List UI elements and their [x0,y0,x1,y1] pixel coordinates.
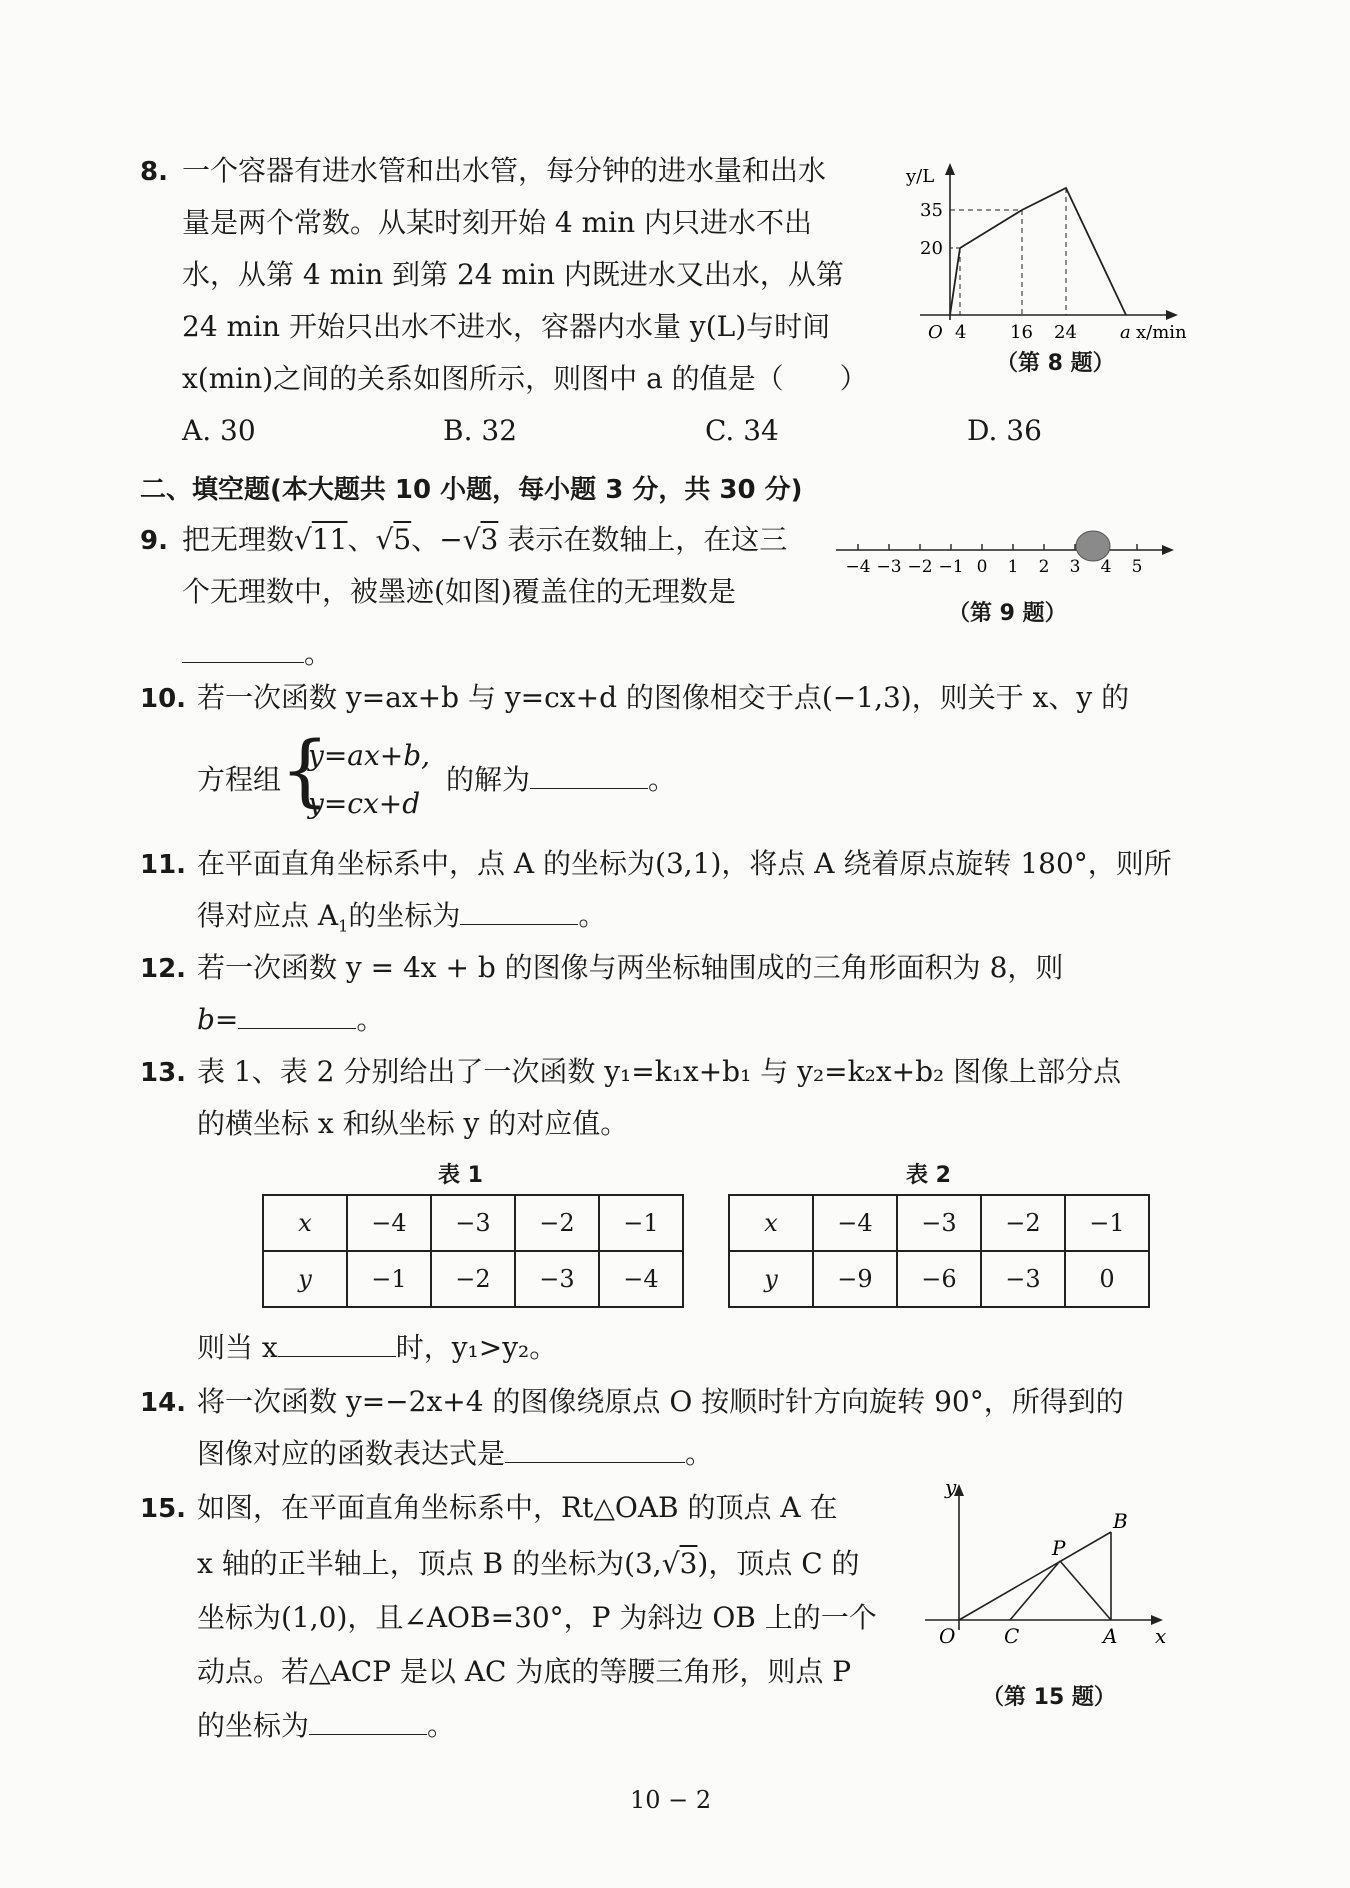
table-row [729,1251,1149,1307]
q8-xtick-16: 16 [1010,322,1033,343]
q15-radicand: 3 [679,1547,698,1580]
q8-xtick-24: 24 [1054,322,1077,343]
q8-origin: O [928,322,943,343]
number-line-label: 1 [1007,557,1019,577]
number-line-label: 3 [1069,557,1081,577]
q15-line-5 [197,1700,455,1752]
q14-number-wrap [140,1376,186,1429]
table-row [263,1195,683,1251]
q8-line-4: 24 min 开始只出水不进水，容器内水量 y(L)与时间 [182,310,831,343]
q15-line-4: 动点。若△ACP 是以 AC 为底的等腰三角形，则点 P [197,1655,852,1688]
q10-suffix-text: 的解为 [446,763,531,796]
q9-number-line [836,520,1176,580]
q15-caption: （第 15 题） [982,1685,1116,1710]
q15-label-x: x [1155,1624,1167,1648]
q13-after-text-a: 则当 x [197,1331,278,1364]
q8-ytick-20: 20 [920,238,943,259]
segment-PA [1060,1561,1111,1620]
segment-CP [1010,1561,1060,1620]
q14-answer-blank[interactable] [505,1436,685,1463]
q8-xtick-a: a [1120,322,1131,343]
q15-figure [915,1475,1175,1660]
q15-sqrt-3: √3 [661,1547,698,1580]
q9-line-2: 个无理数中，被墨迹(如图)覆盖住的无理数是 [182,575,736,608]
q8-block [140,145,168,198]
table-cell: −2 [515,1195,599,1251]
number-line-label: −3 [876,557,902,577]
q13-after-text-b: 时，y₁>y₂。 [395,1331,558,1364]
q12-number-wrap [140,942,186,995]
q15-text-5: 的坐标为 [197,1709,310,1742]
table-cell: −4 [813,1195,897,1251]
q13-line-1: 表 1、表 2 分别给出了一次函数 y₁=k₁x+b₁ 与 y₂=k₂x+b₂ 图像上部分点 [197,1055,1122,1088]
table-cell: y [729,1251,813,1307]
q8-x-arrow [1166,310,1178,320]
table-cell: −3 [431,1195,515,1251]
q9-text-a: 把无理数 [182,523,295,556]
table-cell: −1 [347,1251,431,1307]
q14-text: 图像对应的函数表达式是 [197,1437,506,1470]
q8-option-d: D. 36 [967,414,1042,447]
q12-line-1: 若一次函数 y = 4x + b 的图像与两坐标轴围成的三角形面积为 8，则 [197,951,1064,984]
q15-text-a: x 轴的正半轴上，顶点 B 的坐标为(3, [197,1547,662,1580]
q14-end: 。 [685,1437,714,1470]
q8-line-graph [950,188,1126,315]
number-line-label: 5 [1131,557,1143,577]
number-line-label: 4 [1100,557,1112,577]
q11-text-a: 得对应点 A [197,899,339,932]
q14-line-2 [197,1428,713,1480]
number-line-label: 0 [976,557,988,577]
q9-number-wrap [140,514,168,567]
q10-number: 10. [140,684,187,714]
q9-axis-arrow [1162,545,1174,555]
q15-end: 。 [427,1709,456,1742]
q8-option-b: B. 32 [443,414,518,447]
q15-label-C: C [1004,1624,1020,1648]
q11-number: 11. [140,850,187,880]
number-line-label: −4 [845,557,871,577]
q9-radicand-11: 11 [311,523,348,556]
q8-line-3: 水，从第 4 min 到第 24 min 内既进水又出水，从第 [182,258,844,291]
q9-radicand-5: 5 [393,523,412,556]
q15-label-y: y [945,1475,957,1499]
q13-number-wrap [140,1046,186,1099]
q9-answer-blank[interactable] [182,636,304,663]
table-cell: −3 [515,1251,599,1307]
q9-radicand-3: 3 [480,523,499,556]
q11-end: 。 [578,899,607,932]
number-line-label: −1 [938,557,964,577]
segment-OB [959,1532,1111,1620]
q15-text-b: )，顶点 C 的 [697,1547,860,1580]
q11-subscript: 1 [338,916,349,936]
q8-option-a: A. 30 [182,414,256,447]
q8-y-arrow [945,163,955,175]
q8-line-1: 一个容器有进水管和出水管，每分钟的进水量和出水 [182,154,827,187]
page-footer: 10 − 2 [630,1786,712,1814]
q15-label-A: A [1103,1624,1118,1648]
q15-line-1: 如图，在平面直角坐标系中，Rt△OAB 的顶点 A 在 [197,1491,838,1524]
q9-sep-1: 、 [347,523,376,556]
q12-answer-blank[interactable] [238,1002,356,1029]
table-cell: −1 [599,1195,683,1251]
q10-prefix: 方程组 [197,763,282,796]
q10-line-1: 若一次函数 y=ax+b 与 y=cx+d 的图像相交于点(−1,3)，则关于 x、y 的 [197,681,1130,714]
q14-number: 14. [140,1388,187,1418]
q13-line-2: 的横坐标 x 和纵坐标 y 的对应值。 [197,1107,629,1140]
q15-label-O: O [939,1624,956,1648]
q9-sep-2: 、− [411,523,463,556]
q13-after [197,1322,557,1374]
number-line-label: −2 [907,557,933,577]
q12-text: b= [197,1003,239,1036]
q11-answer-blank[interactable] [460,898,578,925]
q9-end: 。 [304,637,333,670]
table-1 [262,1194,684,1308]
q10-suffix [446,754,676,806]
q9-text-b: 表示在数轴上，在这三 [498,523,788,556]
q10-eq-1: y=ax+b, [308,739,431,772]
table-cell: −1 [1065,1195,1149,1251]
q8-option-c: C. 34 [705,414,779,447]
table-cell: −9 [813,1251,897,1307]
table-1-title: 表 1 [438,1163,483,1188]
q8-xlabel: x/min [1136,322,1187,343]
q15-line-2 [197,1538,860,1590]
section-2-heading: 二、填空题(本大题共 10 小题，每小题 3 分，共 30 分) [140,475,803,505]
q13-answer-blank[interactable] [278,1330,396,1357]
q9-caption: （第 9 题） [948,601,1067,626]
table-row [263,1251,683,1307]
table-cell: −4 [599,1251,683,1307]
q15-number-wrap [140,1482,186,1535]
q15-label-P: P [1052,1536,1066,1560]
table-cell: −2 [981,1195,1065,1251]
q10-brace: { [280,726,330,816]
table-cell: x [729,1195,813,1251]
q15-number: 15. [140,1494,187,1524]
table-row [729,1195,1149,1251]
table-cell: y [263,1251,347,1307]
q9-line-1 [182,514,787,566]
table-cell: −3 [897,1195,981,1251]
q8-caption: （第 8 题） [996,351,1115,376]
q10-answer-blank[interactable] [530,762,648,789]
table-cell: x [263,1195,347,1251]
table-cell: −6 [897,1251,981,1307]
q8-number: 8. [140,157,168,187]
q11-text-b: 的坐标为 [348,899,461,932]
q8-ylabel: y/L [906,166,935,187]
q12-end: 。 [356,1003,385,1036]
q11-number-wrap [140,838,186,891]
table-cell: −4 [347,1195,431,1251]
q12-number: 12. [140,954,187,984]
q9-sqrt-11: √11 [294,523,348,556]
table-cell: −3 [981,1251,1065,1307]
q15-answer-blank[interactable] [309,1708,427,1735]
q13-number: 13. [140,1058,187,1088]
q8-xtick-4: 4 [955,322,967,343]
q10-number-wrap [140,672,186,725]
table-2 [728,1194,1150,1308]
number-line-label: 2 [1038,557,1050,577]
q12-line-2 [197,994,384,1046]
q11-line-1: 在平面直角坐标系中，点 A 的坐标为(3,1)，将点 A 绕着原点旋转 180°，则所 [197,847,1172,880]
table-cell: 0 [1065,1251,1149,1307]
q10-end: 。 [648,763,677,796]
table-2-title: 表 2 [906,1163,951,1188]
ink-blot [1076,531,1110,561]
q15-label-B: B [1113,1509,1128,1533]
q8-line-5: x(min)之间的关系如图所示，则图中 a 的值是（ ） [182,362,868,395]
q8-line-2: 量是两个常数。从某时刻开始 4 min 内只进水不出 [182,206,813,239]
q9-number: 9. [140,526,168,556]
table-cell: −2 [431,1251,515,1307]
q8-graph [900,160,1200,343]
q10-eq-2: y=cx+d [308,787,421,820]
q14-line-1: 将一次函数 y=−2x+4 的图像绕原点 O 按顺时针方向旋转 90°，所得到的 [197,1385,1124,1418]
q8-ytick-35: 35 [920,200,943,221]
q9-sqrt-3: √3 [462,523,499,556]
q9-sqrt-5: √5 [375,523,412,556]
q15-line-3: 坐标为(1,0)，且∠AOB=30°，P 为斜边 OB 上的一个 [197,1601,877,1634]
